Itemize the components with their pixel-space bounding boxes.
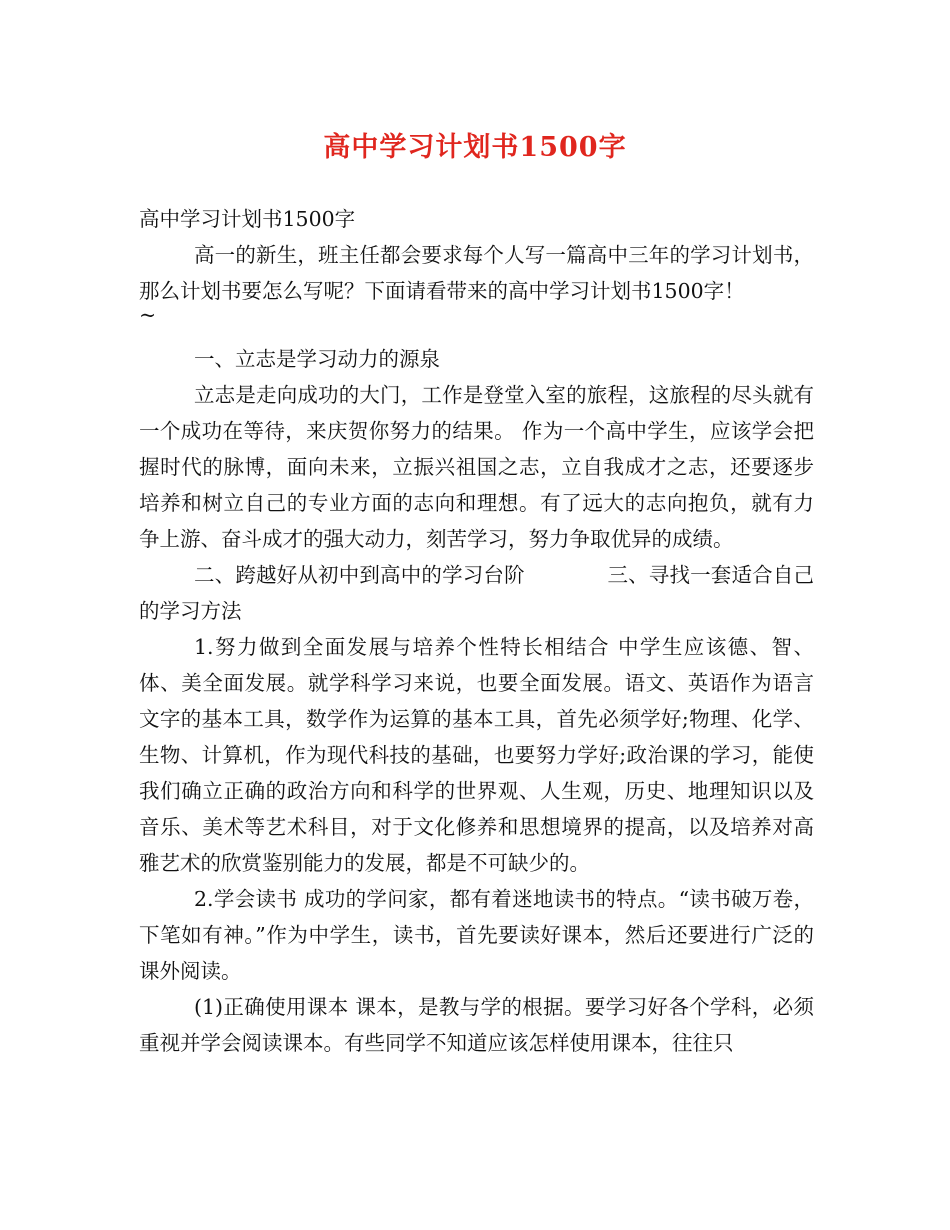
body-paragraph: (1)正确使用课本 课本，是教与学的根据。要学习好各个学科，必须重视并学会阅读课本。有些同学不知道应该怎样使用课本，往往只 (139, 995, 814, 1055)
tilde-line: ~ (139, 303, 157, 327)
body-paragraph: 1.努力做到全面发展与培养个性特长相结合 中学生应该德、智、体、美全面发展。就学科学习来说，也要全面发展。语文、英语作为语言文字的基本工具，数学作为运算的基本工具，首先必须学好;物理、化学、生物、计算机，作为现代科技的基础，也要努力学好;政治课的学习，能使我们确立正确的政治方向和科学的世界观、人生观，历史、地理知识以及音乐、美术等艺术科目，对于文化修养和思想境界的提高，以及培养对高雅艺术的欣赏鉴别能力的发展，都是不可缺少的。 (139, 635, 814, 875)
body-paragraph: 2.学会读书 成功的学问家，都有着迷地读书的特点。“读书破万卷，下笔如有神。”作为中学生，读书，首先要读好课本，然后还要进行广泛的课外阅读。 (139, 887, 814, 983)
intro-paragraph: 高一的新生，班主任都会要求每个人写一篇高中三年的学习计划书，那么计划书要怎么写呢？下面请看带来的高中学习计划书1500字！ (139, 243, 814, 303)
body-paragraph: 立志是走向成功的大门，工作是登堂入室的旅程，这旅程的尽头就有一个成功在等待，来庆贺你努力的结果。 作为一个高中学生，应该学会把握时代的脉博，面向未来，立振兴祖国之志，立自我成才之志，还要逐步培养和树立自己的专业方面的志向和理想。有了远大的志向抱负，就有力争上游、奋斗成才的强大动力，刻苦学习，努力争取优异的成绩。 (139, 383, 814, 551)
section-heading-2-3: 二、跨越好从初中到高中的学习台阶 三、寻找一套适合自己的学习方法 (139, 563, 814, 623)
section-heading-1: 一、立志是学习动力的源泉 (194, 347, 440, 371)
document-body (139, 201, 814, 1061)
doc-subtitle-paragraph: 高中学习计划书1500字 (139, 207, 356, 231)
document-title: 高中学习计划书1500字 (323, 132, 627, 163)
